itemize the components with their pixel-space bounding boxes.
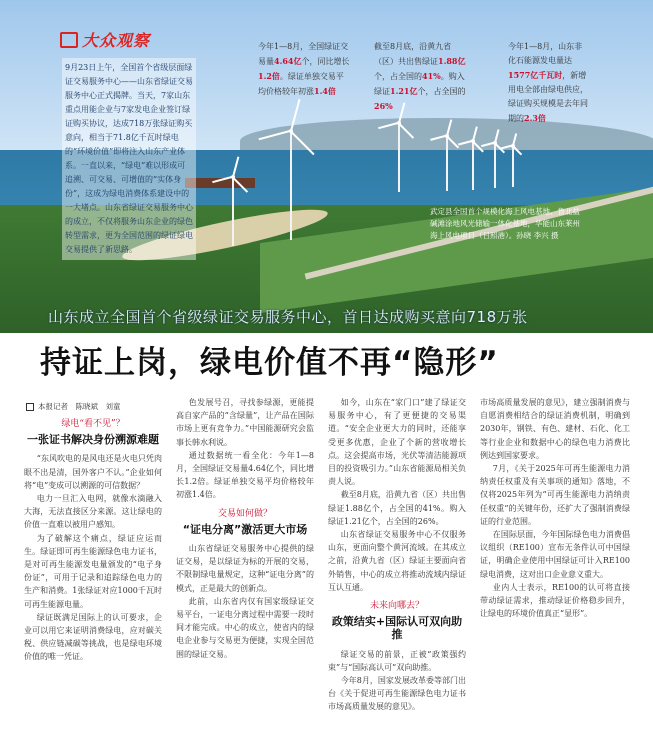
paragraph: 此前，山东省内仅有国家级绿证交易平台，一证电分离过程中需要一段时间才能完成。中心的成立，使省内的绿电企业参与交易更为便捷，实现全国范围的绿证交易。 <box>176 596 314 659</box>
column-1 <box>24 412 162 664</box>
section-kicker: 未来向哪去？ <box>369 601 424 612</box>
paragraph: 通过数据统一看全化：今年1—8月，全国绿证交易量4.64亿个，同比增长1.2倍。绿证单独交易平均价格较年初涨1.4倍。 <box>176 450 314 500</box>
newspaper-logo-icon <box>60 32 78 48</box>
stat-2: 截至8月底，沿黄九省（区）共出售绿证1.88亿个，占全国的41%。购入绿证1.21亿个，占全国的26% <box>374 42 466 111</box>
hero-photo <box>0 0 653 333</box>
paragraph: 色发展号召，寻找参绿源，更能提高自家产品的“含绿量”，让产品在国际市场上更有竞争力。”中国能源研究会监事长韩水利说。 <box>176 398 314 447</box>
wind-turbine <box>446 135 448 191</box>
section-head: 一张证书解决身份溯源难题 <box>27 433 159 447</box>
wind-turbine <box>472 140 474 190</box>
paragraph: 截至8月底，沿黄九省（区）共出售绿证1.88亿个，占全国的41%。购入绿证1.21亿个，占全国的26%。 <box>328 490 466 526</box>
section-head: 政策结实+国际认可双向助推 <box>331 615 463 642</box>
wind-turbine <box>512 145 514 187</box>
wind-turbine <box>232 176 234 246</box>
paragraph: 为了破解这个痛点，绿证应运而生。绿证即可再生能源绿色电力证书，是对可再生能源发电量颁发的“电子身份证”，可用于记录和追踪绿色电力的生产和消费。1张绿证对应1000千瓦时可再生能源电量。 <box>24 533 162 609</box>
byline: 本报记者 陈晓斌 刘童 <box>26 401 121 412</box>
paragraph: 如今，山东在“家门口”建了绿证交易服务中心，有了更便捷的交易渠道。“安全企业更大力的同时，还能享受更多优惠，企业了个新的营收增长点。这会提高市场，光伏等清洁能源项目的投资吸引力。”山东省能源局相关负责人说。 <box>328 398 466 487</box>
paragraph: “东风吹电的是风电还是火电只凭肉眼不出是清，国外客户不认。”企业如何将“电”变成可以溯源的可信数据？ <box>24 454 162 490</box>
paragraph: 市场高质量发展的意见》，建立强制消费与自愿消费相结合的绿证消费机制，明确到2030年，钢铁、有色、建材、石化、化工等行业企业和数据中心的绿色电力消费比例达到国家要求。 <box>480 398 630 460</box>
column-3 <box>328 396 466 714</box>
paragraph: 绿证既满足国际上的认可要求，企业可以用它来证明消费绿电，应对碳关税、供应链减碳等挑战，也是绿电环境价值的唯一凭证。 <box>24 612 162 662</box>
paragraph: 7月，《关于2025年可再生能源电力消纳责任权重及有关事项的通知》落地，不仅将2025年列为“可再生能源电力消纳责任权重”的关键年份，还扩大了强制消费绿证的行业范围。 <box>480 464 630 526</box>
paragraph: 电力一旦汇入电网，就像水滴融入大海，无法直接区分来源。这让绿电的价值一直难以被用户感知。 <box>24 494 162 530</box>
masthead-title: 大众观察 <box>82 31 151 50</box>
column-4 <box>480 396 630 620</box>
wind-turbine <box>290 130 292 240</box>
headline: 持证上岗，绿电价值不再“隐形” <box>40 345 499 381</box>
paragraph: 在国际层面，今年国际绿色电力消费倡议组织（RE100）宣布无条件认可中国绿证，明确企业使用中国绿证可计入RE100绿电消费，这对出口企业意义重大。 <box>480 530 630 579</box>
stat-3: 今年1—8月，山东非化石能源发电量达1577亿千瓦时，新增用电全部由绿电供应，绿证购买规模是去年同期的2.3倍 <box>508 42 588 123</box>
paragraph: 今年8月，国家发展改革委等部门出台《关于促进可再生能源绿色电力证书市场高质量发展的意见》。 <box>328 676 466 712</box>
paragraph: 绿证交易的前景，正被“政策强约束”与“国际高认可”双向助推。 <box>328 649 466 672</box>
wind-turbine <box>494 142 496 188</box>
lead-paragraph: 9月23日上午，全国首个省级层面绿证交易服务中心——山东省绿证交易服务中心正式揭牌。当天，7家山东重点用能企业与7家发电企业签订绿证购买协议，达成718万张绿证购买意向，相当于71.8亿千瓦时绿电的“环境价值”即将注入山东产业体系。一直以来，“绿电”难以形成可追溯、可交易、可增值的“实体身份”，这成为绿电消费体系建设中的一大堵点。山东省绿证交易服务中心的成立，不仅将服务山东企业的绿色转型需求，更为全国范围的绿证绿电交易提供了新思路。 <box>62 58 196 260</box>
photo-caption: 武定县全国首个规模化海上风电基地、鲁北盐碱滩涂地风光储输一体化基地，华能山东莱州海上风电项目（日照港）。孙晓 李兴 摄 <box>430 207 580 240</box>
paragraph: 山东省绿证交易服务中心不仅服务山东，更面向整个黄河流域。在其成立之前，沿黄九省（区）绿证主要面向省外销售，中心的成立将推动流域内绿证互认互通。 <box>328 530 466 592</box>
section-kicker: 交易如何做？ <box>217 508 272 519</box>
wind-turbine <box>398 122 400 192</box>
section-head: “证电分离”激活更大市场 <box>182 522 308 536</box>
byline-marker-icon <box>26 403 34 411</box>
stat-1: 今年1—8月，全国绿证交易量4.64亿个，同比增长1.2倍。绿证单独交易平均价格较年初涨1.4倍 <box>258 42 350 96</box>
subheadline: 山东成立全国首个省级绿证交易服务中心，首日达成购买意向718万张 <box>48 308 528 326</box>
section-kicker: 绿电“看不见”？ <box>61 419 125 429</box>
masthead <box>60 28 150 51</box>
paragraph: 业内人士表示，RE100的认可将直接带动绿证需求，推动绿证价格稳步回升，让绿电的环境价值真正“显形”。 <box>480 582 630 619</box>
column-2 <box>176 396 314 661</box>
paragraph: 山东省绿证交易服务中心提供的绿证交易，是以绿证为标的开展的交易，不限制绿电量规定，这种“证电分离”的模式，正是最大的创新点。 <box>176 544 314 593</box>
